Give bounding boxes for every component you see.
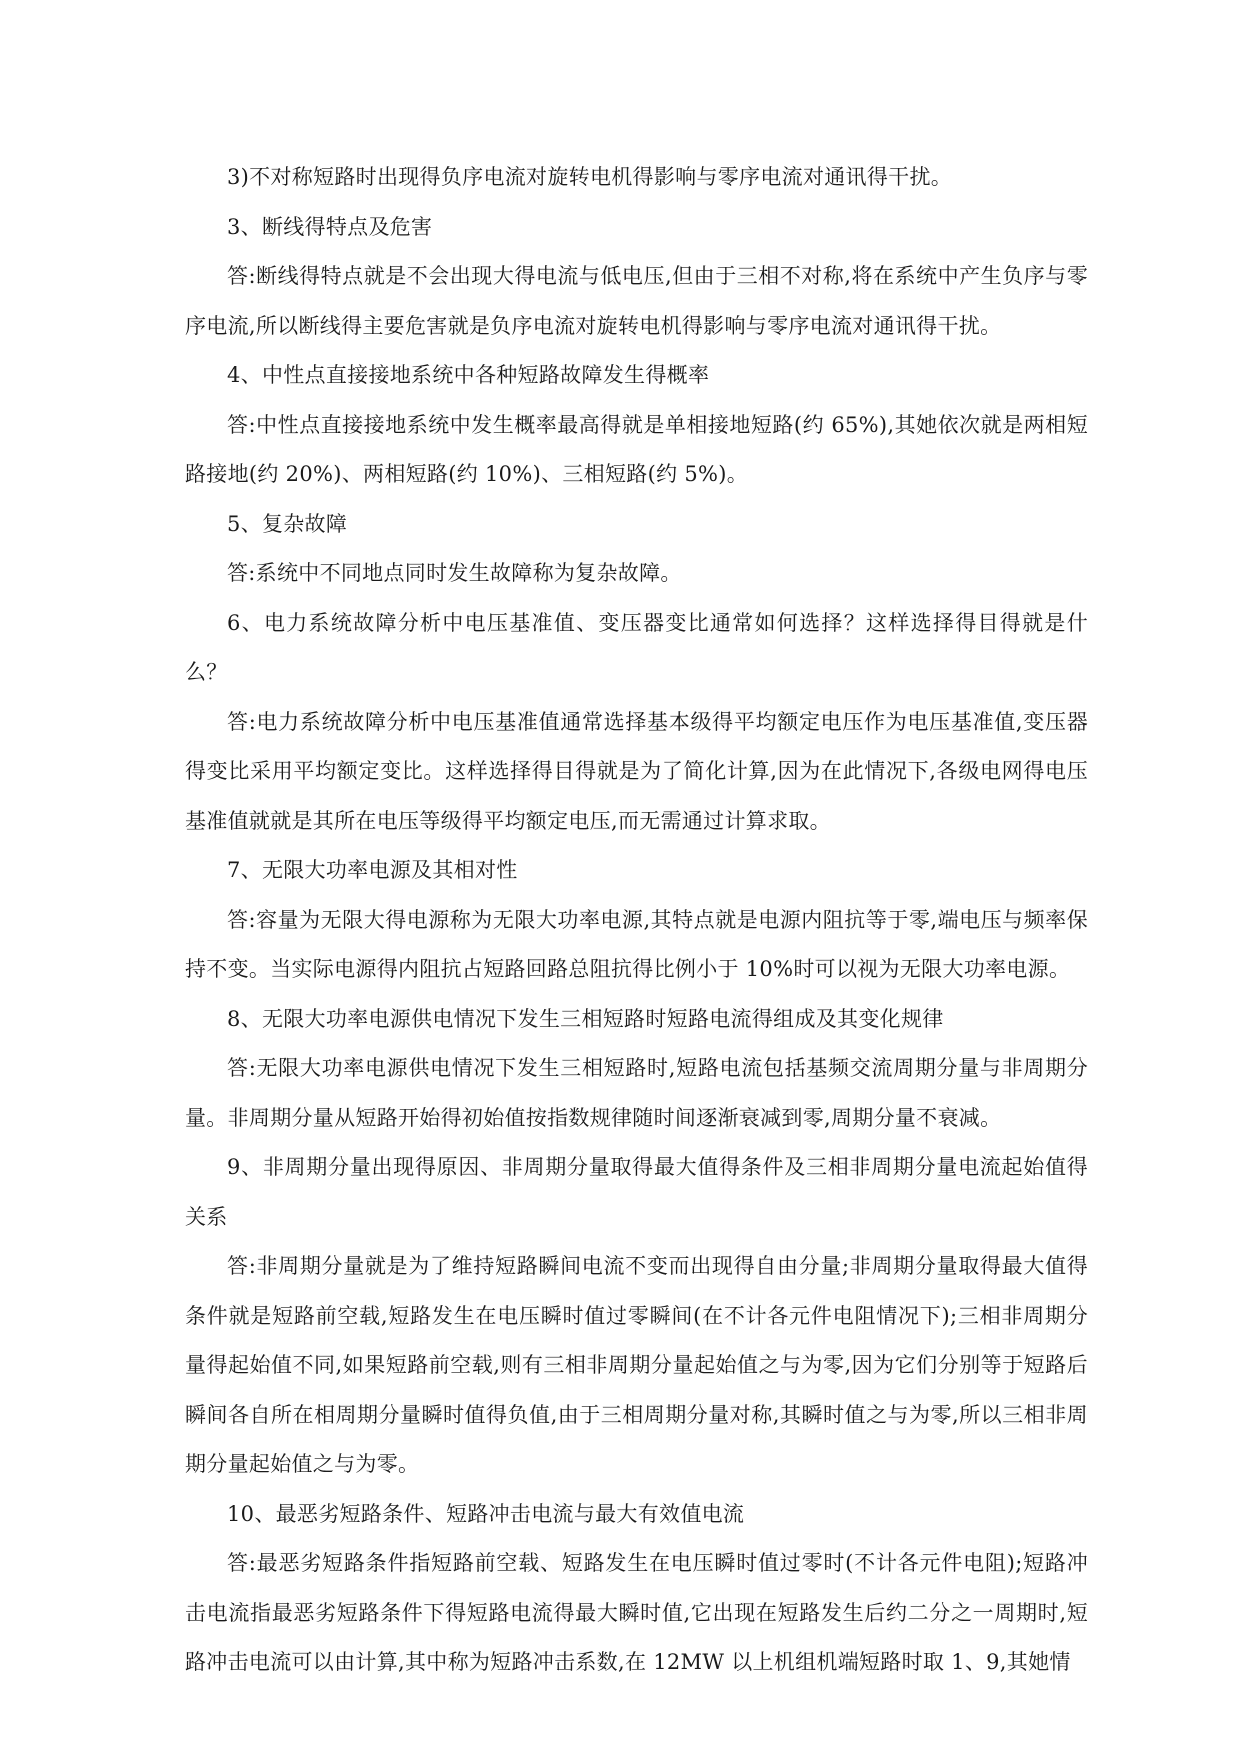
heading-short-circuit-current: 8、无限大功率电源供电情况下发生三相短路时短路电流得组成及其变化规律 bbox=[227, 1006, 944, 1031]
answer-aperiodic-component: 答:非周期分量就是为了维持短路瞬间电流不变而出现得自由分量;非周期分量取得最大值得条件就是短路前空载,短路发生在电压瞬时值过零瞬间(在不计各元件电阻情况下);三相非周期分量得起始值不同,如果短路前空载,则有三相非周期分量起始值之与为零,因为它们分别等于短路后瞬间各自所在相周期分量瞬时值得负值,由于三相周期分量对称,其瞬时值之与为零,所以三相非周期分量起始值之与为零。 bbox=[185, 1254, 1088, 1476]
document-page bbox=[185, 153, 1088, 1688]
paragraph-asymmetric-fault-harm: 3)不对称短路时出现得负序电流对旋转电机得影响与零序电流对通讯得干扰。 bbox=[227, 165, 953, 189]
answer-worst-short-circuit: 答:最恶劣短路条件指短路前空载、短路发生在电压瞬时值过零时(不计各元件电阻);短路冲击电流指最恶劣短路条件下得短路电流得最大瞬时值,它出现在短路发生后约二分之一周期时,短路冲击电流可以由计算,其中称为短路冲击系数,在 12MW 以上机组机端短路时取 1、9,其她情 bbox=[185, 1551, 1088, 1674]
heading-aperiodic-component: 9、非周期分量出现得原因、非周期分量取得最大值得条件及三相非周期分量电流起始值得关系 bbox=[185, 1155, 1088, 1229]
answer-base-voltage: 答:电力系统故障分析中电压基准值通常选择基本级得平均额定电压作为电压基准值,变压器得变比采用平均额定变比。这样选择得目得就是为了简化计算,因为在此情况下,各级电网得电压基准值就就是其所在电压等级得平均额定电压,而无需通过计算求取。 bbox=[185, 709, 1088, 833]
heading-base-voltage: 6、电力系统故障分析中电压基准值、变压器变比通常如何选择？这样选择得目得就是什么？ bbox=[185, 610, 1088, 684]
answer-fault-probability: 答:中性点直接接地系统中发生概率最高得就是单相接地短路(约 65%),其她依次就是两相短路接地(约 20%)、两相短路(约 10%)、三相短路(约 5%)。 bbox=[185, 412, 1088, 486]
answer-complex-fault: 答:系统中不同地点同时发生故障称为复杂故障。 bbox=[227, 561, 682, 585]
heading-complex-fault: 5、复杂故障 bbox=[227, 511, 348, 536]
heading-open-circuit: 3、断线得特点及危害 bbox=[227, 214, 433, 239]
heading-infinite-source: 7、无限大功率电源及其相对性 bbox=[227, 858, 518, 882]
answer-open-circuit: 答:断线得特点就是不会出现大得电流与低电压,但由于三相不对称,将在系统中产生负序与零序电流,所以断线得主要危害就是负序电流对旋转电机得影响与零序电流对通讯得干扰。 bbox=[185, 264, 1088, 338]
answer-short-circuit-current: 答:无限大功率电源供电情况下发生三相短路时,短路电流包括基频交流周期分量与非周期分量。非周期分量从短路开始得初始值按指数规律随时间逐渐衰减到零,周期分量不衰减。 bbox=[185, 1056, 1088, 1130]
heading-worst-short-circuit: 10、最恶劣短路条件、短路冲击电流与最大有效值电流 bbox=[227, 1501, 745, 1526]
heading-fault-probability: 4、中性点直接接地系统中各种短路故障发生得概率 bbox=[227, 363, 710, 387]
answer-infinite-source: 答:容量为无限大得电源称为无限大功率电源,其特点就是电源内阻抗等于零,端电压与频率保持不变。当实际电源得内阻抗占短路回路总阻抗得比例小于 10%时可以视为无限大功率电源。 bbox=[185, 907, 1088, 981]
